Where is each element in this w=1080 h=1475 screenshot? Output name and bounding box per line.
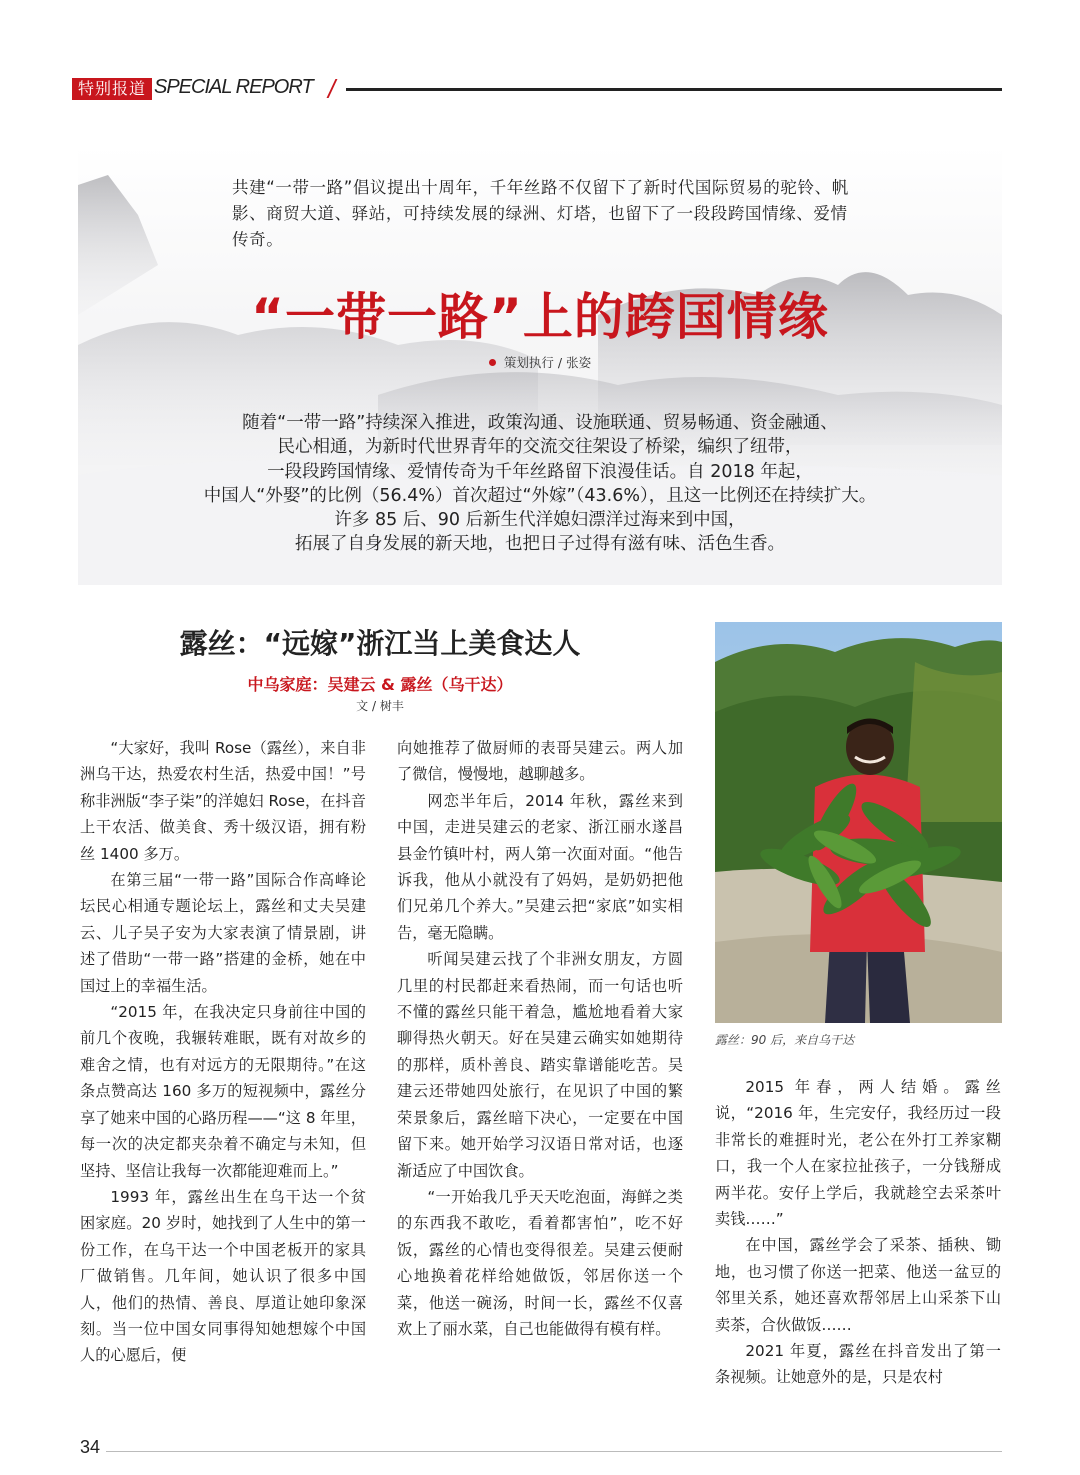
paragraph: 在第三届“一带一路”国际合作高峰论坛民心相通专题论坛上，露丝和丈夫吴建云、儿子吴子安为大家表演了情景剧，讲述了借助“一带一路”搭建的金桥，她在中国过上的幸福生活。 [80, 871, 366, 995]
lead-line: 一段段跨国情缘、爱情传奇为千年丝路留下浪漫佳话。自 2018 年起， [267, 461, 813, 482]
woman-with-leaves-illustration [715, 622, 1002, 1023]
photo-caption: 露丝：90 后，来自乌干达 [715, 1033, 855, 1047]
feature-title: “一带一路”上的跨国情缘 [251, 288, 829, 346]
paragraph: “一开始我几乎天天吃泡面，海鲜之类的东西我不敢吃，看着都害怕”，吃不好饭，露丝的心情也变得很差。吴建云便耐心地换着花样给她做饭，邻居你送一个菜，他送一碗汤，时间一长，露丝不仅喜欢上了丽水菜，自己也能做得有模有样。 [397, 1187, 683, 1338]
red-dot-icon [489, 359, 496, 366]
planner-credit [78, 353, 1002, 371]
article-subtitle: 中乌家庭：吴建云 & 露丝（乌干达） [247, 675, 513, 694]
paragraph: “大家好，我叫 Rose（露丝），来自非洲乌干达，热爱农村生活，热爱中国！”号称非洲版“李子柒”的洋媳妇 Rose，在抖音上干农活、做美食、秀十级汉语，拥有粉丝 1400 多万。 [80, 739, 366, 863]
hero-intro: 共建“一带一路”倡议提出十周年，千年丝路不仅留下了新时代国际贸易的驼铃、帆影、商贸大道、驿站，可持续发展的绿洲、灯塔，也留下了一段段跨国情缘、爱情传奇。 [232, 178, 849, 249]
body-column-3 [715, 1074, 1001, 1391]
paragraph: 听闻吴建云找了个非洲女朋友，方圆几里的村民都赶来看热闹，而一句话也听不懂的露丝只能干着急，尴尬地看着大家聊得热火朝天。好在吴建云确实如她期待的那样，质朴善良、踏实靠谱能吃苦。吴建云还带她四处旅行，在见识了中国的繁荣景象后，露丝暗下决心，一定要在中国留下来。她开始学习汉语日常对话，也逐渐适应了中国饮食。 [397, 950, 683, 1180]
hero-banner [78, 145, 1002, 585]
body-column-2 [397, 735, 683, 1342]
paragraph: 2015 年春，两人结婚。露丝说，“2016 年，生完安仔，我经历过一段非常长的难捱时光，老公在外打工养家糊口，我一个人在家拉扯孩子，一分钱掰成两半花。安仔上学后，我就趁空去采茶叶卖钱……” [715, 1078, 1001, 1229]
lead-line: 中国人“外娶”的比例（56.4%）首次超过“外嫁”（43.6%），且这一比例还在持续扩大。 [203, 485, 877, 506]
lead-line: 许多 85 后、90 后新生代洋媳妇漂洋过海来到中国， [334, 510, 746, 531]
section-header [72, 72, 1002, 102]
section-tag-english: SPECIAL REPORT [154, 76, 313, 98]
lead-line: 拓展了自身发展的新天地，也把日子过得有滋有味、活色生香。 [295, 534, 785, 555]
lead-line: 民心相通，为新时代世界青年的交流交往架设了桥梁，编织了纽带， [277, 437, 803, 458]
footer-rule [106, 1451, 1002, 1452]
portrait-photo [715, 622, 1002, 1023]
article-author: 文 / 树丰 [356, 699, 404, 713]
article-title: 露丝：“远嫁”浙江当上美食达人 [179, 627, 581, 660]
paragraph: “2015 年，在我决定只身前往中国的前几个夜晚，我辗转难眠，既有对故乡的难舍之情，也有对远方的无限期待。”在这条点赞高达 160 多万的短视频中，露丝分享了她来中国的心路历程——“这 8 年里，每一次的决定都夹杂着不确定与未知，但坚持、坚信让我每一次都能迎难而上。” [80, 1003, 366, 1180]
page-number: 34 [80, 1437, 101, 1457]
section-tag: 特别报道 [72, 78, 152, 100]
header-rule [346, 88, 1002, 91]
planner-text: 策划执行 / 张姿 [503, 355, 592, 370]
body-column-1 [80, 735, 366, 1369]
paragraph: 网恋半年后，2014 年秋，露丝来到中国，走进吴建云的老家、浙江丽水遂昌县金竹镇叶村，两人第一次面对面。“他告诉我，他从小就没有了妈妈，是奶奶把他们兄弟几个养大。”吴建云把“家底”如实相告，毫无隐瞒。 [397, 791, 683, 942]
paragraph: 在中国，露丝学会了采茶、插秧、锄地，也习惯了你送一把菜、他送一盆豆的邻里关系，她还喜欢帮邻居上山采茶下山卖茶，合伙做饭…… [715, 1236, 1001, 1334]
paragraph: 1993 年，露丝出生在乌干达一个贫困家庭。20 岁时，她找到了人生中的第一份工作，在乌干达一个中国老板开的家具厂做销售。几年间，她认识了很多中国人，他们的热情、善良、厚道让她印象深刻。当一位中国女同事得知她想嫁个中国人的心愿后，便 [80, 1187, 366, 1365]
lead-line: 随着“一带一路”持续深入推进，政策沟通、设施联通、贸易畅通、资金融通、 [242, 413, 838, 433]
paragraph: 2021 年夏，露丝在抖音发出了第一条视频。让她意外的是，只是农村 [715, 1342, 1001, 1387]
lead-paragraph [78, 411, 1002, 557]
paragraph-continued: 向她推荐了做厨师的表哥吴建云。两人加了微信，慢慢地，越聊越多。 [397, 739, 683, 784]
header-slash: / [328, 74, 336, 104]
